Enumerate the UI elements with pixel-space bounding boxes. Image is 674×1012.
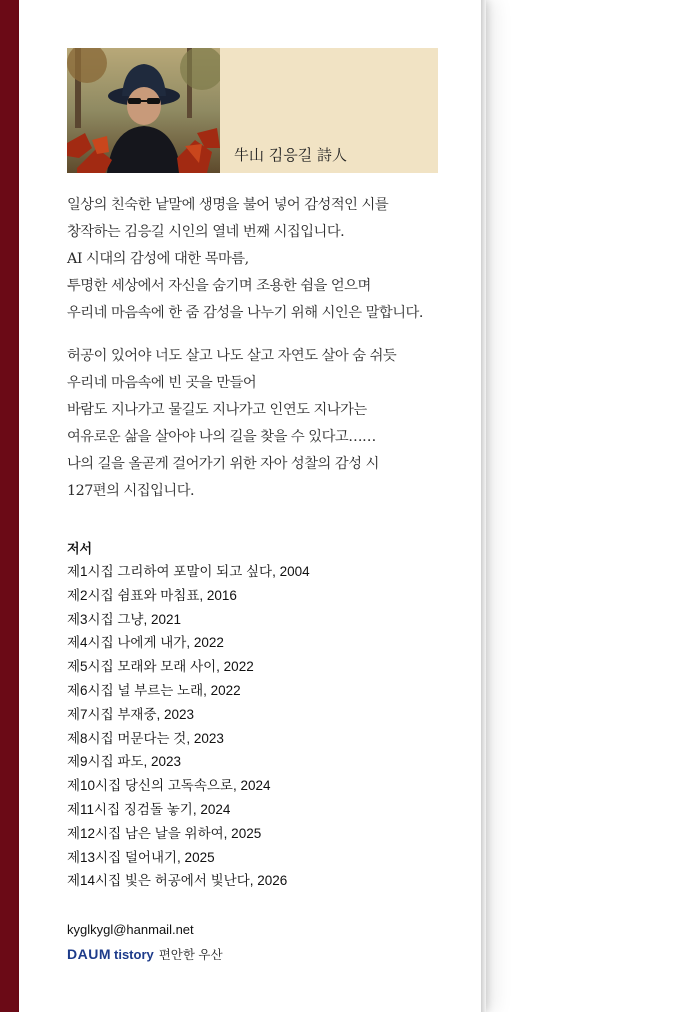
publication-item: 제13시집 덜어내기, 2025	[67, 849, 215, 865]
publication-item: 제2시집 쉼표와 마침표, 2016	[67, 587, 237, 603]
author-name: 牛山 김응길 詩人	[234, 146, 348, 164]
publication-item: 제5시집 모래와 모래 사이, 2022	[67, 659, 254, 675]
intro-line: 바람도 지나가고 물길도 지나가고 인연도 지나가는	[67, 402, 367, 418]
blog-name: 편안한 우산	[158, 948, 223, 962]
intro-line: 나의 길을 올곧게 걸어가기 위한 자아 성찰의 감성 시	[67, 456, 379, 472]
blog-brand	[67, 943, 223, 965]
intro-line: 허공이 있어야 너도 살고 나도 살고 자연도 살아 숨 쉬듯	[67, 348, 397, 364]
intro-line: AI 시대의 감성에 대한 목마름,	[67, 251, 249, 267]
publication-item: 제7시집 부재중, 2023	[67, 706, 195, 722]
publications-list	[67, 538, 477, 893]
intro-line: 127편의 시집입니다.	[67, 483, 195, 499]
book-introduction	[67, 192, 477, 521]
author-photo	[67, 48, 220, 173]
page-edge-shadow	[481, 0, 486, 1012]
publication-item: 제14시집 빛은 허공에서 빛난다, 2026	[67, 873, 288, 889]
publication-item: 제1시집 그리하여 포말이 되고 싶다, 2004	[67, 564, 310, 579]
publication-item: 제12시집 남은 날을 위하여, 2025	[67, 825, 262, 841]
publication-item: 제10시집 당신의 고독속으로, 2024	[67, 778, 271, 794]
tistory-logo: tistory	[114, 947, 154, 962]
intro-line: 창작하는 김응길 시인의 열네 번째 시집입니다.	[67, 224, 345, 240]
daum-logo: DAUM	[67, 946, 111, 962]
intro-line: 여유로운 삶을 살아야 나의 길을 찾을 수 있다고……	[67, 429, 376, 445]
intro-line: 투명한 세상에서 자신을 숨기며 조용한 쉼을 얻으며	[67, 278, 371, 294]
book-spine	[0, 0, 19, 1012]
author-box	[67, 48, 438, 173]
publication-item: 제4시집 나에게 내가, 2022	[67, 635, 224, 651]
intro-line: 우리네 마음속에 빈 곳을 만들어	[67, 375, 257, 391]
publications-heading: 저서	[67, 541, 93, 556]
email-address: kyglkygl@hanmail.net	[67, 922, 194, 937]
contact-info	[67, 920, 223, 965]
intro-paragraph-1	[67, 192, 477, 327]
publication-item: 제8시집 머문다는 것, 2023	[67, 730, 224, 746]
publication-item: 제9시집 파도, 2023	[67, 754, 181, 770]
publication-item: 제6시집 널 부르는 노래, 2022	[67, 682, 241, 698]
book-page	[19, 0, 481, 1012]
publication-item: 제3시집 그냥, 2021	[67, 611, 181, 627]
publication-item: 제11시집 징검돌 놓기, 2024	[67, 801, 231, 817]
intro-line: 일상의 친숙한 낱말에 생명을 불어 넣어 감성적인 시를	[67, 197, 389, 213]
intro-line: 우리네 마음속에 한 줌 감성을 나누기 위해 시인은 말합니다.	[67, 305, 423, 321]
intro-paragraph-2	[67, 343, 477, 505]
